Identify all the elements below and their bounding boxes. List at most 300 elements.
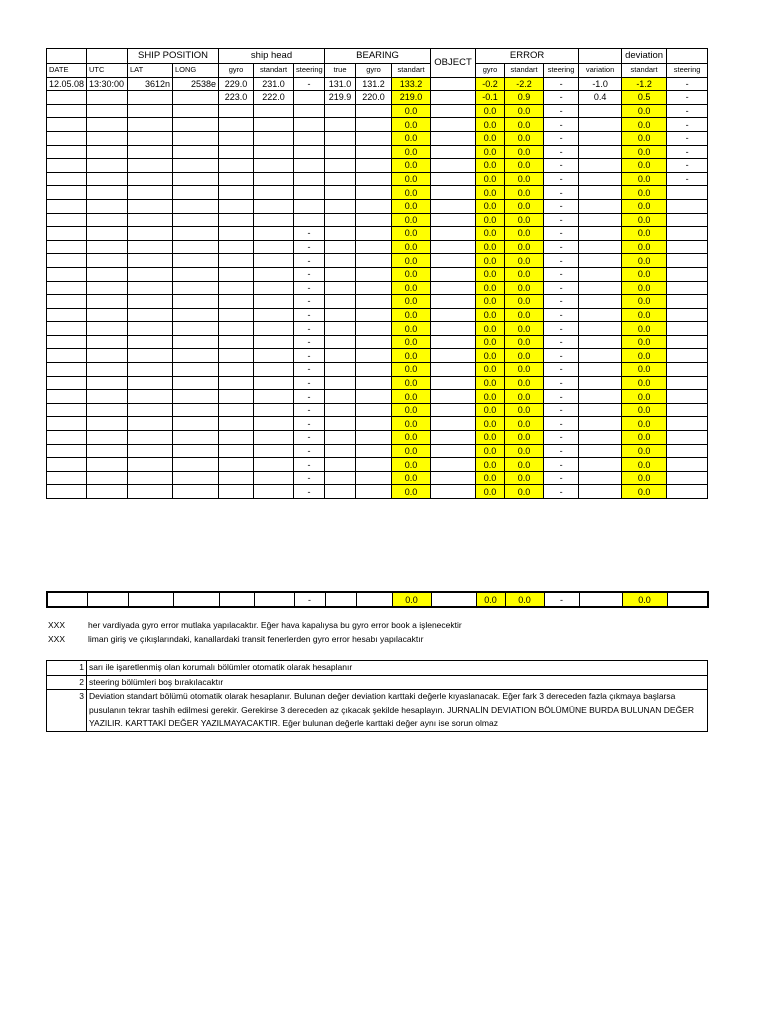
- cell-variation[interactable]: [579, 213, 622, 227]
- cell-b-true[interactable]: [325, 485, 356, 499]
- cell-date[interactable]: [47, 431, 87, 445]
- cell-lat[interactable]: [128, 213, 173, 227]
- cell-sh-gyro[interactable]: [219, 213, 254, 227]
- cell-err-steer[interactable]: -: [544, 308, 579, 322]
- cell-b-true[interactable]: [325, 349, 356, 363]
- cell-long[interactable]: [173, 118, 219, 132]
- cell-sh-std[interactable]: [254, 131, 294, 145]
- cell-dev-steer[interactable]: [667, 444, 708, 458]
- cell-variation[interactable]: [579, 335, 622, 349]
- cell-object[interactable]: [431, 199, 476, 213]
- cell-dev-steer[interactable]: -: [667, 145, 708, 159]
- cell-date[interactable]: [47, 444, 87, 458]
- cell-long[interactable]: [173, 267, 219, 281]
- cell-sh-gyro[interactable]: [219, 186, 254, 200]
- cell-object[interactable]: [431, 431, 476, 445]
- cell-long[interactable]: [173, 390, 219, 404]
- cell-lat[interactable]: [128, 118, 173, 132]
- cell-long[interactable]: [173, 186, 219, 200]
- cell-err-steer[interactable]: -: [544, 281, 579, 295]
- cell-long[interactable]: [173, 349, 219, 363]
- cell-b-true[interactable]: [325, 199, 356, 213]
- cell-object[interactable]: [431, 349, 476, 363]
- cell-b-gyro[interactable]: [356, 390, 392, 404]
- cell-b-true[interactable]: [325, 145, 356, 159]
- cell-err-steer[interactable]: -: [544, 240, 579, 254]
- cell-lat[interactable]: [128, 199, 173, 213]
- cell-utc[interactable]: [87, 186, 128, 200]
- cell-sh-gyro[interactable]: [219, 417, 254, 431]
- cell-utc[interactable]: [87, 227, 128, 241]
- cell-date[interactable]: [47, 471, 87, 485]
- cell-sh-steer[interactable]: -: [294, 444, 325, 458]
- cell-err-steer[interactable]: -: [544, 295, 579, 309]
- cell-b-gyro[interactable]: [356, 322, 392, 336]
- cell-sh-std[interactable]: [254, 471, 294, 485]
- cell-err-steer[interactable]: -: [544, 458, 579, 472]
- cell-dev-steer[interactable]: -: [667, 104, 708, 118]
- cell-date[interactable]: [47, 227, 87, 241]
- cell-object[interactable]: [431, 118, 476, 132]
- cell-lat[interactable]: [128, 186, 173, 200]
- cell-sh-steer[interactable]: -: [294, 335, 325, 349]
- cell-utc[interactable]: [87, 159, 128, 173]
- cell-sh-steer[interactable]: [294, 186, 325, 200]
- cell-variation[interactable]: [579, 376, 622, 390]
- cell-object[interactable]: [431, 281, 476, 295]
- cell-variation[interactable]: [579, 431, 622, 445]
- cell-dev-steer[interactable]: [667, 349, 708, 363]
- cell-utc[interactable]: [87, 199, 128, 213]
- cell-long[interactable]: [173, 199, 219, 213]
- cell-sh-gyro[interactable]: [219, 485, 254, 499]
- cell-sh-gyro[interactable]: [219, 199, 254, 213]
- cell-sh-gyro[interactable]: [219, 322, 254, 336]
- cell-lat[interactable]: [128, 376, 173, 390]
- cell-utc[interactable]: [87, 363, 128, 377]
- cell-b-gyro[interactable]: [356, 104, 392, 118]
- cell-b-true[interactable]: [325, 281, 356, 295]
- cell-object[interactable]: [431, 186, 476, 200]
- cell-utc[interactable]: [87, 172, 128, 186]
- cell-sh-std[interactable]: [254, 295, 294, 309]
- cell-dev-steer[interactable]: [667, 335, 708, 349]
- cell-long[interactable]: [173, 322, 219, 336]
- cell-variation[interactable]: [579, 281, 622, 295]
- cell-sh-std[interactable]: [254, 417, 294, 431]
- cell-sh-gyro[interactable]: [219, 390, 254, 404]
- cell-object[interactable]: [431, 131, 476, 145]
- cell-b-gyro[interactable]: [356, 308, 392, 322]
- cell-date[interactable]: [47, 186, 87, 200]
- cell-utc[interactable]: [87, 118, 128, 132]
- cell-long[interactable]: [173, 91, 219, 105]
- cell-sh-std[interactable]: [254, 145, 294, 159]
- cell-b-true[interactable]: [325, 458, 356, 472]
- cell-variation[interactable]: 0.4: [579, 91, 622, 105]
- cell-sh-steer[interactable]: [294, 118, 325, 132]
- cell-long[interactable]: [173, 104, 219, 118]
- cell-dev-steer[interactable]: [667, 227, 708, 241]
- cell-sh-std[interactable]: [254, 431, 294, 445]
- cell-dev-steer[interactable]: [667, 403, 708, 417]
- cell-b-true[interactable]: [325, 322, 356, 336]
- cell-long[interactable]: [173, 159, 219, 173]
- cell-b-gyro[interactable]: [356, 199, 392, 213]
- cell-sh-steer[interactable]: -: [294, 458, 325, 472]
- cell-err-steer[interactable]: -: [544, 199, 579, 213]
- cell-utc[interactable]: [87, 240, 128, 254]
- cell-long[interactable]: [173, 295, 219, 309]
- cell-date[interactable]: 12.05.08: [47, 77, 87, 91]
- cell-b-gyro[interactable]: [356, 186, 392, 200]
- cell-b-gyro[interactable]: [356, 267, 392, 281]
- cell-object[interactable]: [431, 308, 476, 322]
- cell-sh-steer[interactable]: -: [294, 254, 325, 268]
- cell-sh-std[interactable]: [254, 390, 294, 404]
- cell-sh-gyro[interactable]: [219, 227, 254, 241]
- cell-err-steer[interactable]: -: [544, 172, 579, 186]
- cell-b-gyro[interactable]: [356, 295, 392, 309]
- cell-sh-std[interactable]: [254, 240, 294, 254]
- cell-sh-steer[interactable]: -: [294, 431, 325, 445]
- cell-b-true[interactable]: [325, 254, 356, 268]
- cell-lat[interactable]: [128, 159, 173, 173]
- summary-steering[interactable]: -: [294, 592, 325, 607]
- cell-utc[interactable]: [87, 322, 128, 336]
- cell-sh-steer[interactable]: [294, 199, 325, 213]
- cell-sh-steer[interactable]: -: [294, 322, 325, 336]
- cell-utc[interactable]: [87, 417, 128, 431]
- cell-object[interactable]: [431, 227, 476, 241]
- cell-dev-steer[interactable]: [667, 308, 708, 322]
- cell-lat[interactable]: [128, 281, 173, 295]
- cell-sh-gyro[interactable]: [219, 349, 254, 363]
- cell-b-gyro[interactable]: [356, 281, 392, 295]
- cell-lat[interactable]: [128, 431, 173, 445]
- cell-sh-steer[interactable]: -: [294, 349, 325, 363]
- cell-long[interactable]: [173, 227, 219, 241]
- cell-variation[interactable]: [579, 186, 622, 200]
- cell-utc[interactable]: [87, 254, 128, 268]
- cell-object[interactable]: [431, 254, 476, 268]
- cell-b-true[interactable]: [325, 376, 356, 390]
- cell-err-steer[interactable]: -: [544, 91, 579, 105]
- cell-utc[interactable]: [87, 471, 128, 485]
- cell-b-true[interactable]: [325, 403, 356, 417]
- cell-sh-steer[interactable]: [294, 172, 325, 186]
- cell-err-steer[interactable]: -: [544, 186, 579, 200]
- cell-b-gyro[interactable]: 131.2: [356, 77, 392, 91]
- cell-sh-std[interactable]: [254, 104, 294, 118]
- cell-sh-gyro[interactable]: [219, 403, 254, 417]
- cell-b-true[interactable]: [325, 295, 356, 309]
- cell-utc[interactable]: [87, 213, 128, 227]
- cell-err-steer[interactable]: -: [544, 335, 579, 349]
- cell-sh-gyro[interactable]: [219, 444, 254, 458]
- cell-dev-steer[interactable]: [667, 363, 708, 377]
- cell-object[interactable]: [431, 335, 476, 349]
- cell-sh-steer[interactable]: -: [294, 376, 325, 390]
- cell-date[interactable]: [47, 335, 87, 349]
- cell-sh-gyro[interactable]: [219, 295, 254, 309]
- cell-date[interactable]: [47, 159, 87, 173]
- cell-date[interactable]: [47, 485, 87, 499]
- cell-b-true[interactable]: [325, 118, 356, 132]
- cell-object[interactable]: [431, 444, 476, 458]
- cell-sh-steer[interactable]: -: [294, 281, 325, 295]
- cell-date[interactable]: [47, 267, 87, 281]
- cell-utc[interactable]: 13:30:00: [87, 77, 128, 91]
- cell-sh-std[interactable]: [254, 267, 294, 281]
- cell-b-true[interactable]: [325, 308, 356, 322]
- cell-sh-std[interactable]: 231.0: [254, 77, 294, 91]
- cell-variation[interactable]: [579, 485, 622, 499]
- cell-lat[interactable]: [128, 363, 173, 377]
- cell-b-true[interactable]: [325, 104, 356, 118]
- cell-utc[interactable]: [87, 431, 128, 445]
- cell-long[interactable]: [173, 172, 219, 186]
- cell-object[interactable]: [431, 363, 476, 377]
- cell-lat[interactable]: [128, 403, 173, 417]
- cell-lat[interactable]: [128, 308, 173, 322]
- cell-utc[interactable]: [87, 91, 128, 105]
- cell-dev-steer[interactable]: [667, 281, 708, 295]
- cell-sh-gyro[interactable]: [219, 471, 254, 485]
- cell-sh-std[interactable]: [254, 376, 294, 390]
- cell-sh-std[interactable]: [254, 254, 294, 268]
- cell-b-gyro[interactable]: [356, 227, 392, 241]
- cell-err-steer[interactable]: -: [544, 227, 579, 241]
- cell-b-gyro[interactable]: [356, 349, 392, 363]
- cell-long[interactable]: [173, 417, 219, 431]
- cell-b-true[interactable]: [325, 159, 356, 173]
- cell-err-steer[interactable]: -: [544, 403, 579, 417]
- cell-sh-gyro[interactable]: [219, 145, 254, 159]
- cell-variation[interactable]: [579, 172, 622, 186]
- cell-lat[interactable]: [128, 172, 173, 186]
- cell-long[interactable]: [173, 335, 219, 349]
- cell-sh-std[interactable]: [254, 159, 294, 173]
- cell-long[interactable]: [173, 254, 219, 268]
- cell-utc[interactable]: [87, 145, 128, 159]
- cell-date[interactable]: [47, 308, 87, 322]
- cell-object[interactable]: [431, 267, 476, 281]
- cell-long[interactable]: [173, 444, 219, 458]
- cell-sh-steer[interactable]: -: [294, 295, 325, 309]
- cell-b-true[interactable]: 219.9: [325, 91, 356, 105]
- cell-sh-gyro[interactable]: [219, 159, 254, 173]
- cell-sh-std[interactable]: [254, 335, 294, 349]
- cell-sh-steer[interactable]: -: [294, 363, 325, 377]
- cell-long[interactable]: [173, 281, 219, 295]
- cell-sh-steer[interactable]: [294, 213, 325, 227]
- cell-dev-steer[interactable]: -: [667, 159, 708, 173]
- cell-variation[interactable]: [579, 254, 622, 268]
- cell-b-true[interactable]: [325, 131, 356, 145]
- cell-date[interactable]: [47, 376, 87, 390]
- cell-dev-steer[interactable]: -: [667, 131, 708, 145]
- cell-date[interactable]: [47, 104, 87, 118]
- cell-b-gyro[interactable]: [356, 458, 392, 472]
- cell-utc[interactable]: [87, 295, 128, 309]
- cell-utc[interactable]: [87, 458, 128, 472]
- cell-variation[interactable]: [579, 349, 622, 363]
- cell-sh-std[interactable]: [254, 213, 294, 227]
- cell-sh-gyro[interactable]: [219, 281, 254, 295]
- cell-b-gyro[interactable]: [356, 213, 392, 227]
- cell-lat[interactable]: [128, 390, 173, 404]
- cell-sh-gyro[interactable]: [219, 254, 254, 268]
- cell-err-steer[interactable]: -: [544, 363, 579, 377]
- cell-date[interactable]: [47, 458, 87, 472]
- cell-b-true[interactable]: [325, 172, 356, 186]
- cell-sh-steer[interactable]: [294, 131, 325, 145]
- cell-date[interactable]: [47, 118, 87, 132]
- cell-sh-steer[interactable]: -: [294, 308, 325, 322]
- cell-date[interactable]: [47, 322, 87, 336]
- cell-sh-std[interactable]: [254, 403, 294, 417]
- cell-b-gyro[interactable]: [356, 431, 392, 445]
- cell-sh-gyro[interactable]: [219, 431, 254, 445]
- cell-sh-steer[interactable]: -: [294, 403, 325, 417]
- cell-sh-gyro[interactable]: [219, 458, 254, 472]
- cell-b-true[interactable]: [325, 444, 356, 458]
- cell-err-steer[interactable]: -: [544, 376, 579, 390]
- cell-sh-steer[interactable]: -: [294, 485, 325, 499]
- cell-long[interactable]: [173, 308, 219, 322]
- cell-variation[interactable]: [579, 145, 622, 159]
- cell-sh-std[interactable]: [254, 172, 294, 186]
- cell-variation[interactable]: [579, 199, 622, 213]
- cell-utc[interactable]: [87, 485, 128, 499]
- cell-err-steer[interactable]: -: [544, 118, 579, 132]
- cell-sh-std[interactable]: [254, 322, 294, 336]
- cell-err-steer[interactable]: -: [544, 485, 579, 499]
- cell-utc[interactable]: [87, 104, 128, 118]
- cell-b-gyro[interactable]: [356, 376, 392, 390]
- cell-object[interactable]: [431, 159, 476, 173]
- cell-b-true[interactable]: [325, 471, 356, 485]
- cell-variation[interactable]: [579, 240, 622, 254]
- cell-variation[interactable]: [579, 227, 622, 241]
- cell-object[interactable]: [431, 458, 476, 472]
- cell-sh-gyro[interactable]: [219, 267, 254, 281]
- cell-variation[interactable]: [579, 471, 622, 485]
- cell-lat[interactable]: [128, 335, 173, 349]
- cell-err-steer[interactable]: -: [544, 145, 579, 159]
- cell-b-true[interactable]: [325, 240, 356, 254]
- cell-b-gyro[interactable]: [356, 159, 392, 173]
- cell-date[interactable]: [47, 145, 87, 159]
- cell-variation[interactable]: -1.0: [579, 77, 622, 91]
- cell-b-true[interactable]: [325, 363, 356, 377]
- cell-sh-std[interactable]: [254, 458, 294, 472]
- cell-b-gyro[interactable]: [356, 240, 392, 254]
- cell-sh-std[interactable]: [254, 485, 294, 499]
- cell-date[interactable]: [47, 403, 87, 417]
- cell-variation[interactable]: [579, 417, 622, 431]
- cell-err-steer[interactable]: -: [544, 104, 579, 118]
- cell-date[interactable]: [47, 199, 87, 213]
- cell-utc[interactable]: [87, 267, 128, 281]
- cell-dev-steer[interactable]: [667, 199, 708, 213]
- cell-b-true[interactable]: [325, 267, 356, 281]
- cell-b-gyro[interactable]: [356, 471, 392, 485]
- cell-dev-steer[interactable]: [667, 240, 708, 254]
- cell-long[interactable]: [173, 431, 219, 445]
- cell-sh-steer[interactable]: -: [294, 77, 325, 91]
- cell-sh-steer[interactable]: [294, 91, 325, 105]
- cell-variation[interactable]: [579, 458, 622, 472]
- cell-variation[interactable]: [579, 104, 622, 118]
- cell-object[interactable]: [431, 77, 476, 91]
- cell-lat[interactable]: [128, 471, 173, 485]
- cell-long[interactable]: [173, 240, 219, 254]
- cell-long[interactable]: [173, 213, 219, 227]
- cell-utc[interactable]: [87, 349, 128, 363]
- cell-err-steer[interactable]: -: [544, 349, 579, 363]
- cell-utc[interactable]: [87, 281, 128, 295]
- cell-date[interactable]: [47, 254, 87, 268]
- cell-b-true[interactable]: [325, 335, 356, 349]
- cell-date[interactable]: [47, 172, 87, 186]
- cell-utc[interactable]: [87, 390, 128, 404]
- cell-lat[interactable]: [128, 458, 173, 472]
- cell-b-gyro[interactable]: [356, 254, 392, 268]
- cell-b-gyro[interactable]: [356, 485, 392, 499]
- cell-sh-std[interactable]: [254, 199, 294, 213]
- cell-variation[interactable]: [579, 159, 622, 173]
- cell-date[interactable]: [47, 131, 87, 145]
- cell-dev-steer[interactable]: -: [667, 118, 708, 132]
- cell-object[interactable]: [431, 295, 476, 309]
- cell-long[interactable]: [173, 376, 219, 390]
- cell-date[interactable]: [47, 363, 87, 377]
- cell-object[interactable]: [431, 485, 476, 499]
- cell-err-steer[interactable]: -: [544, 213, 579, 227]
- cell-err-steer[interactable]: -: [544, 77, 579, 91]
- cell-dev-steer[interactable]: [667, 431, 708, 445]
- cell-b-gyro[interactable]: [356, 145, 392, 159]
- cell-long[interactable]: [173, 458, 219, 472]
- cell-sh-steer[interactable]: -: [294, 240, 325, 254]
- cell-b-true[interactable]: [325, 213, 356, 227]
- cell-sh-std[interactable]: [254, 444, 294, 458]
- cell-dev-steer[interactable]: [667, 186, 708, 200]
- cell-sh-std[interactable]: [254, 227, 294, 241]
- cell-dev-steer[interactable]: [667, 458, 708, 472]
- cell-date[interactable]: [47, 281, 87, 295]
- cell-variation[interactable]: [579, 308, 622, 322]
- cell-b-gyro[interactable]: [356, 403, 392, 417]
- cell-sh-steer[interactable]: -: [294, 471, 325, 485]
- cell-sh-steer[interactable]: -: [294, 417, 325, 431]
- cell-sh-std[interactable]: [254, 349, 294, 363]
- cell-utc[interactable]: [87, 403, 128, 417]
- cell-object[interactable]: [431, 471, 476, 485]
- cell-sh-std[interactable]: [254, 281, 294, 295]
- cell-utc[interactable]: [87, 444, 128, 458]
- cell-object[interactable]: [431, 403, 476, 417]
- cell-lat[interactable]: [128, 145, 173, 159]
- cell-object[interactable]: [431, 390, 476, 404]
- cell-lat[interactable]: [128, 91, 173, 105]
- cell-long[interactable]: 2538e: [173, 77, 219, 91]
- cell-sh-std[interactable]: [254, 118, 294, 132]
- cell-dev-steer[interactable]: [667, 390, 708, 404]
- cell-sh-gyro[interactable]: 229.0: [219, 77, 254, 91]
